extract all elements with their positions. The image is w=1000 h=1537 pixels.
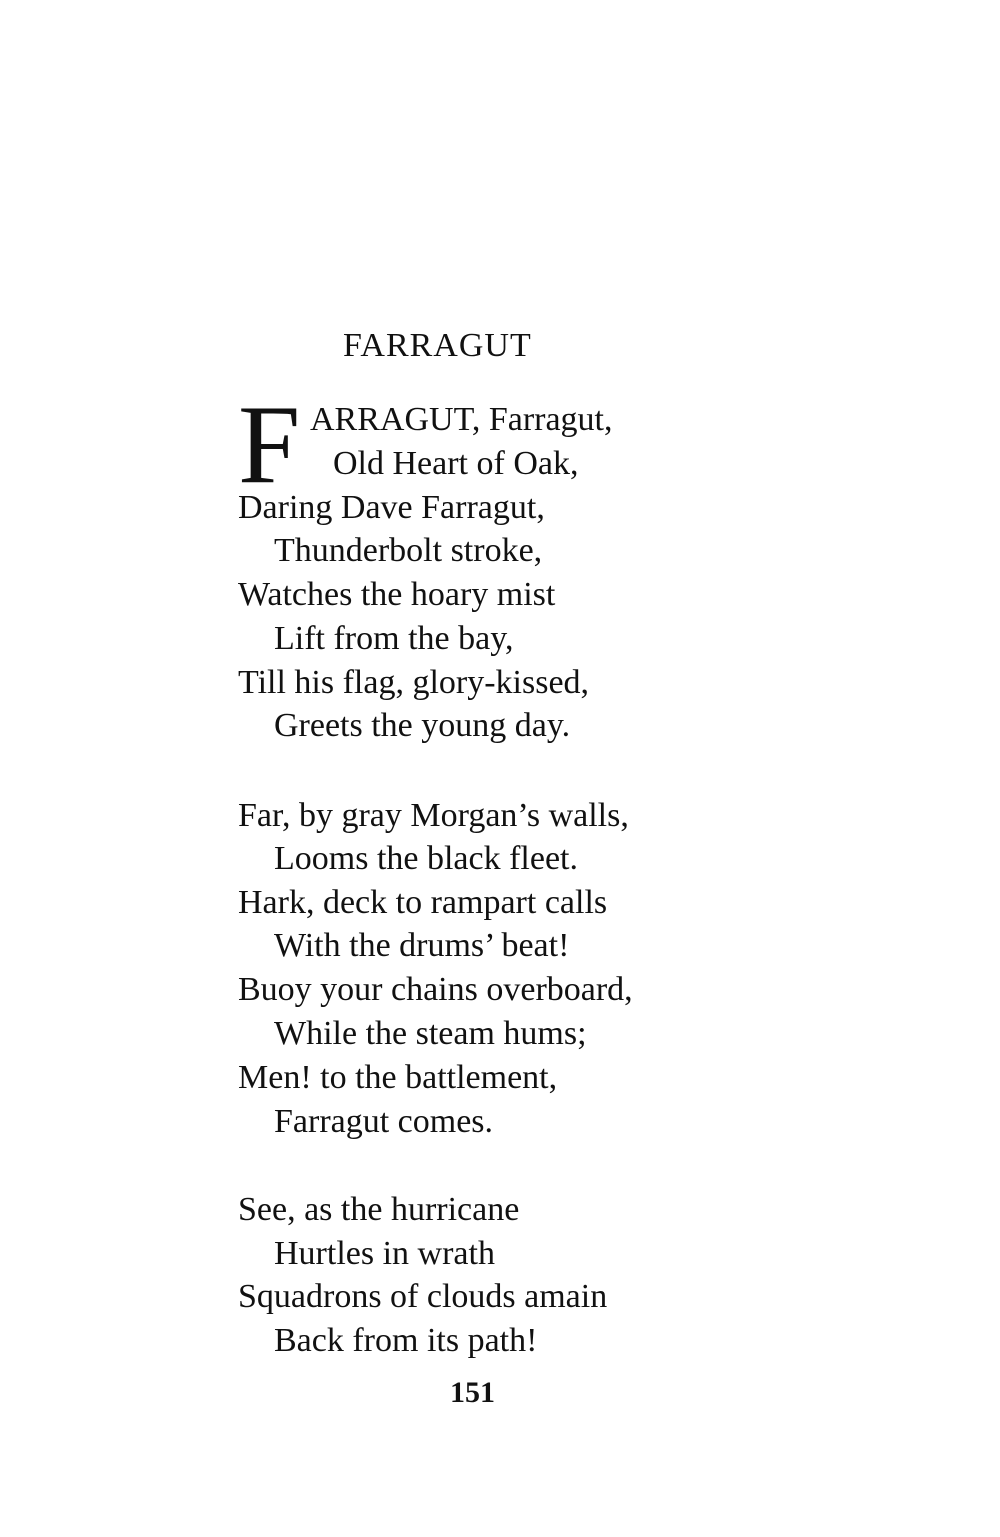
poem-line: Men! to the battlement, [238,1059,558,1096]
poem-line: Lift from the bay, [274,620,514,657]
poem-line: Looms the black fleet. [274,840,579,877]
poem-line: Farragut comes. [274,1103,494,1140]
poem-line: Back from its path! [274,1322,538,1359]
poem-line: Hurtles in wrath [274,1235,495,1272]
poem-line: Buoy your chains overboard, [238,971,633,1008]
page-number: 151 [450,1376,495,1409]
drop-cap: F [238,383,301,507]
poem-line: Hark, deck to rampart calls [238,884,608,921]
poem-line: ARRAGUT, Farragut, [310,401,613,438]
poem-line: Thunderbolt stroke, [274,532,543,569]
poem-title: FARRAGUT [343,327,532,364]
poem-line: While the steam hums; [274,1015,587,1052]
poem-line: Till his flag, glory-kissed, [238,664,590,701]
poem-line: Watches the hoary mist [238,576,556,613]
poem-line: Squadrons of clouds amain [238,1278,608,1315]
poem-line: Far, by gray Morgan’s walls, [238,797,629,834]
poem-line: See, as the hurricane [238,1191,520,1228]
poem-line: With the drums’ beat! [274,927,570,964]
poem-line: Greets the young day. [274,707,571,744]
poem-line: Old Heart of Oak, [333,445,579,482]
poem-line: Daring Dave Farragut, [238,489,545,526]
